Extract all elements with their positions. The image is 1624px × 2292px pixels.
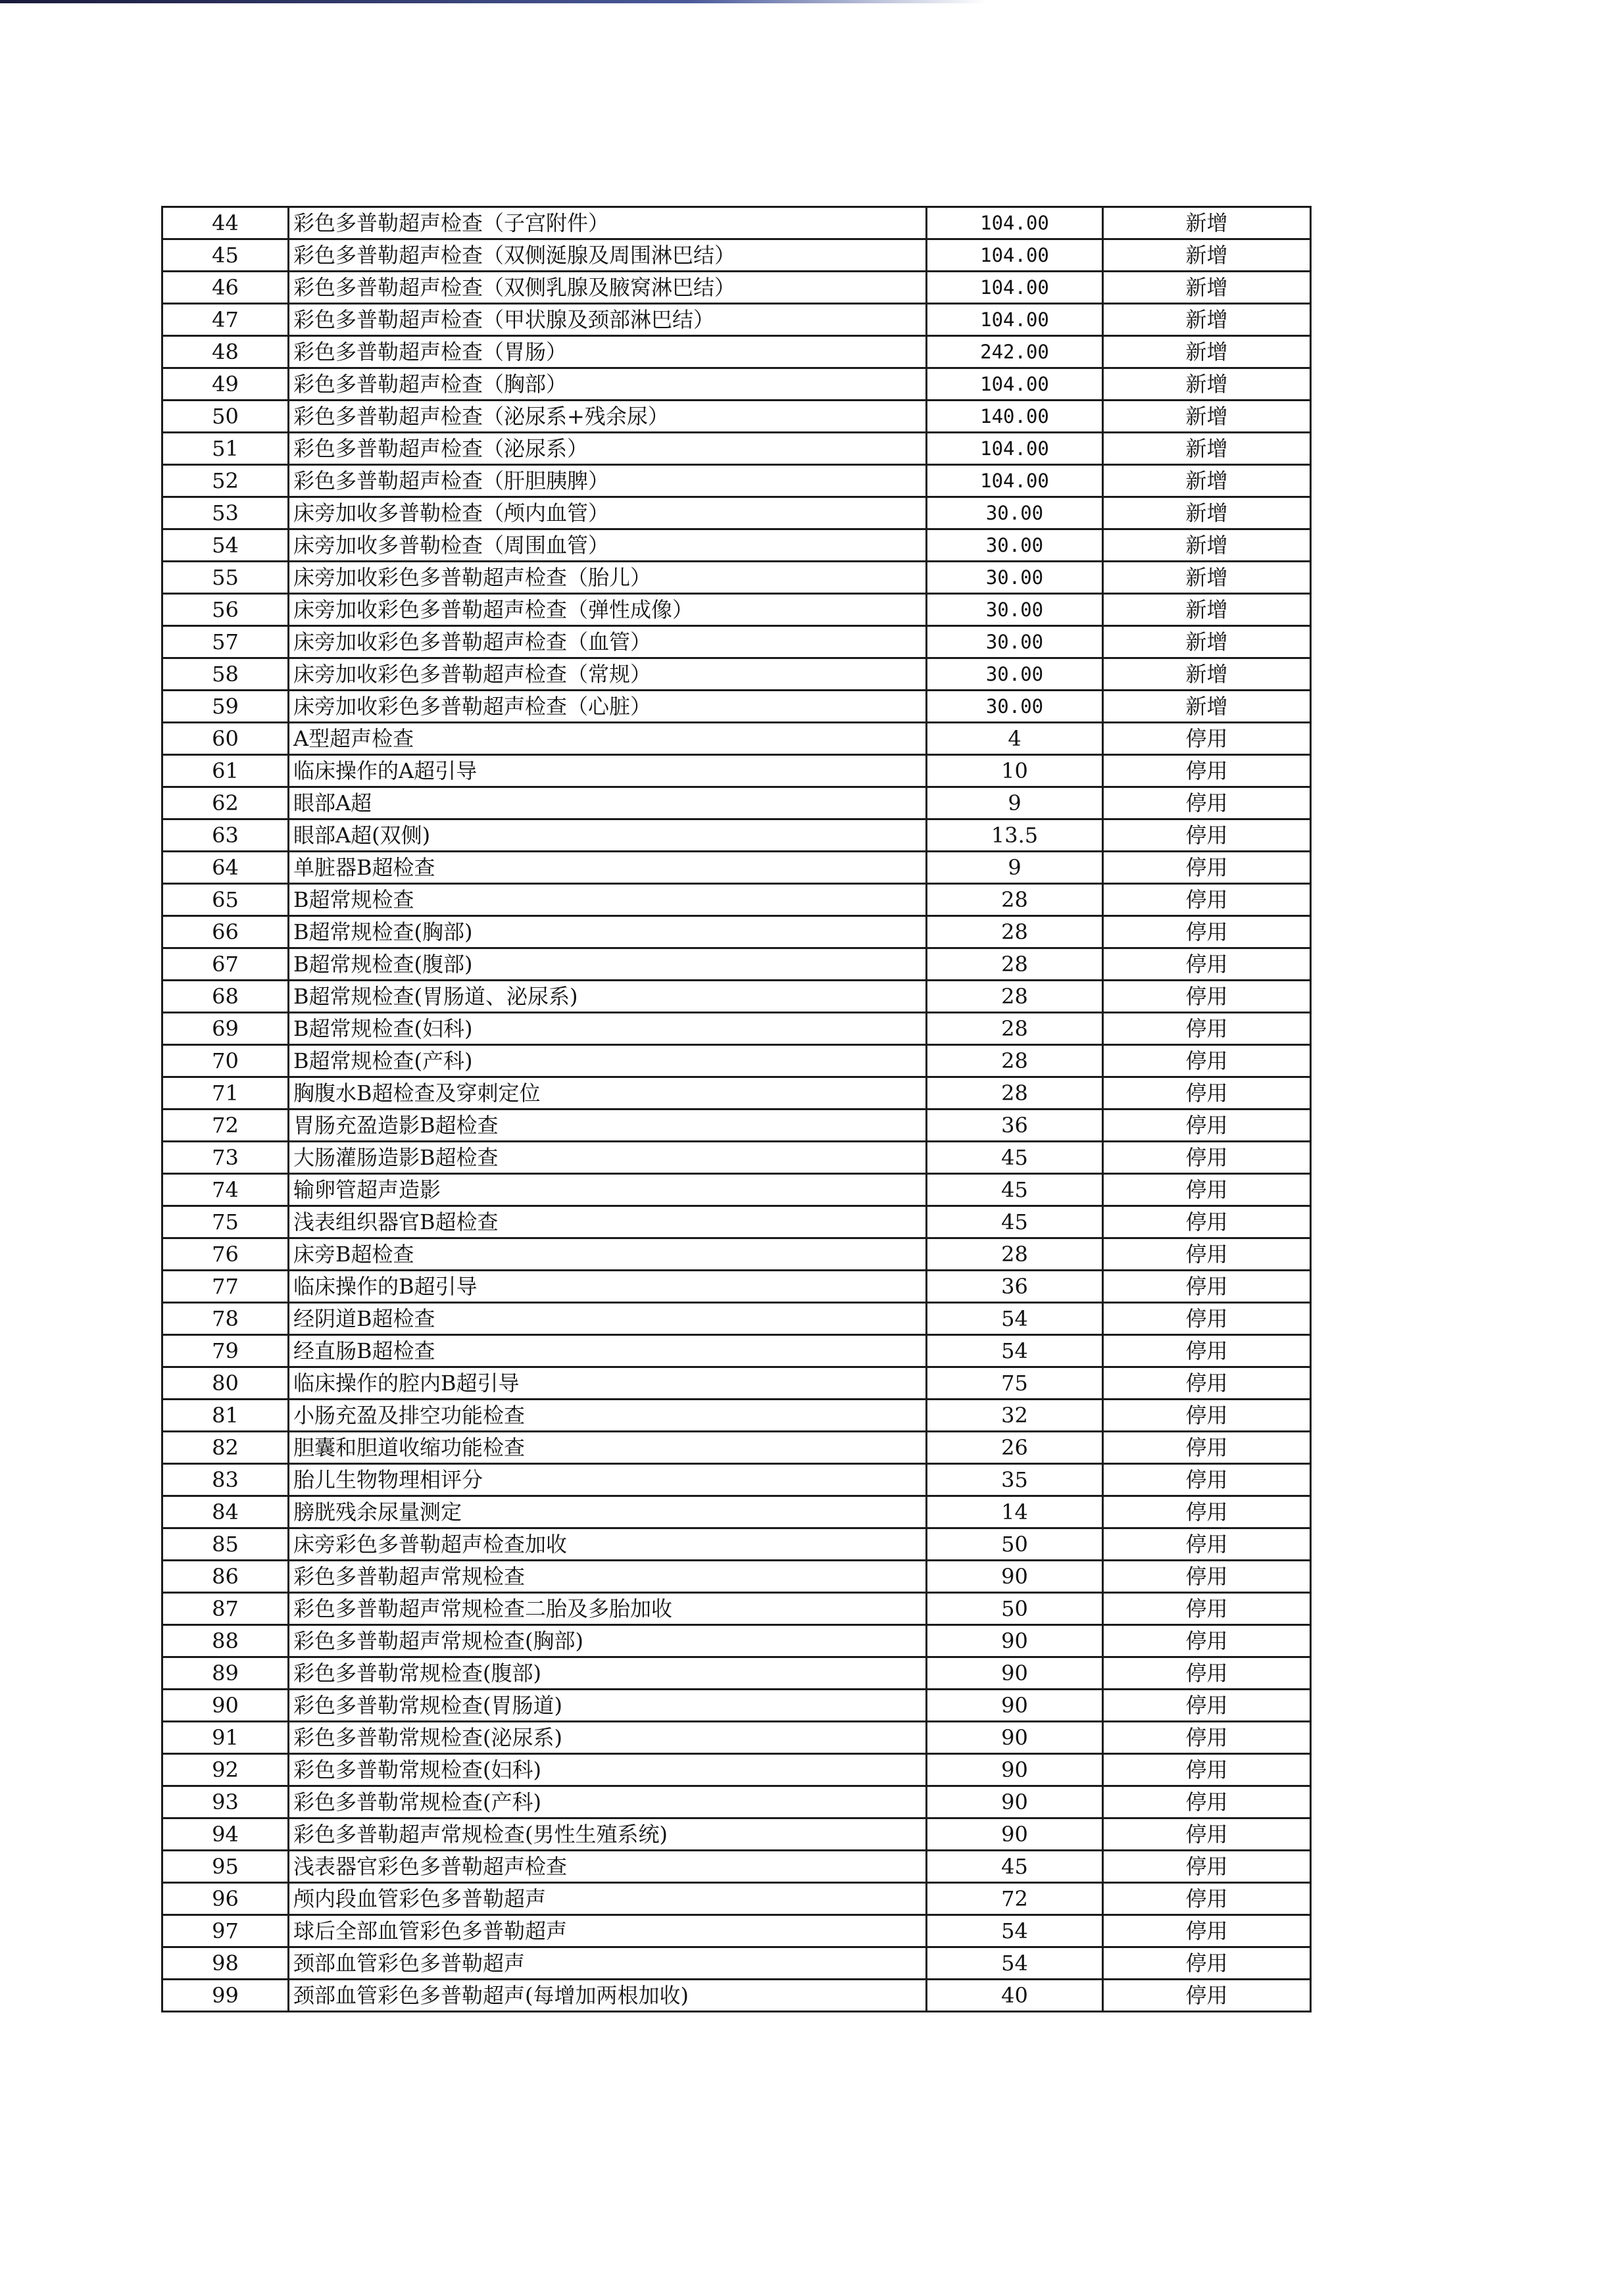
item-price-cell: 54 (927, 1335, 1103, 1367)
item-price-cell: 9 (927, 852, 1103, 884)
item-number-cell: 47 (162, 304, 289, 336)
item-name-cell: 颅内段血管彩色多普勒超声 (289, 1883, 927, 1915)
item-price-cell: 28 (927, 981, 1103, 1013)
item-status-cell: 新增 (1103, 465, 1311, 497)
item-price-cell: 30.00 (927, 691, 1103, 723)
item-price-cell: 104.00 (927, 272, 1103, 304)
table-row (162, 368, 1311, 401)
item-status-cell: 新增 (1103, 562, 1311, 594)
item-number-cell: 90 (162, 1690, 289, 1722)
item-number-cell: 54 (162, 529, 289, 562)
item-number-cell: 72 (162, 1109, 289, 1142)
item-status-cell: 新增 (1103, 304, 1311, 336)
table-row (162, 594, 1311, 626)
item-number-cell: 88 (162, 1625, 289, 1657)
item-price-cell: 242.00 (927, 336, 1103, 368)
table-row (162, 1786, 1311, 1818)
table-row (162, 1335, 1311, 1367)
table-row (162, 981, 1311, 1013)
item-status-cell: 停用 (1103, 1238, 1311, 1271)
item-name-cell: 床旁加收彩色多普勒超声检查（常规） (289, 658, 927, 691)
table-row (162, 529, 1311, 562)
item-number-cell: 73 (162, 1142, 289, 1174)
item-price-cell: 30.00 (927, 658, 1103, 691)
item-status-cell: 停用 (1103, 1915, 1311, 1947)
table-row (162, 819, 1311, 852)
item-name-cell: B超常规检查(产科) (289, 1045, 927, 1077)
item-status-cell: 停用 (1103, 1754, 1311, 1786)
item-name-cell: 眼部A超(双侧) (289, 819, 927, 852)
item-name-cell: 彩色多普勒超声检查（胃肠） (289, 336, 927, 368)
item-number-cell: 55 (162, 562, 289, 594)
item-number-cell: 94 (162, 1818, 289, 1851)
table-row (162, 1271, 1311, 1303)
item-number-cell: 63 (162, 819, 289, 852)
table-row (162, 1464, 1311, 1496)
item-status-cell: 停用 (1103, 1303, 1311, 1335)
item-price-cell: 104.00 (927, 207, 1103, 239)
item-name-cell: 临床操作的B超引导 (289, 1271, 927, 1303)
item-price-cell: 54 (927, 1303, 1103, 1335)
item-name-cell: 小肠充盈及排空功能检查 (289, 1400, 927, 1432)
item-status-cell: 停用 (1103, 884, 1311, 916)
item-status-cell: 停用 (1103, 1206, 1311, 1238)
item-price-cell: 36 (927, 1109, 1103, 1142)
item-number-cell: 82 (162, 1432, 289, 1464)
item-status-cell: 停用 (1103, 1690, 1311, 1722)
item-name-cell: 彩色多普勒超声检查（胸部） (289, 368, 927, 401)
item-number-cell: 65 (162, 884, 289, 916)
item-status-cell: 停用 (1103, 916, 1311, 948)
item-number-cell: 84 (162, 1496, 289, 1528)
table-row (162, 1109, 1311, 1142)
item-number-cell: 58 (162, 658, 289, 691)
item-price-cell: 28 (927, 1013, 1103, 1045)
table-row (162, 1625, 1311, 1657)
item-price-cell: 104.00 (927, 239, 1103, 272)
item-number-cell: 99 (162, 1980, 289, 2012)
table-row (162, 272, 1311, 304)
item-price-cell: 9 (927, 787, 1103, 819)
table-row (162, 1818, 1311, 1851)
item-name-cell: 床旁加收彩色多普勒超声检查（胎儿） (289, 562, 927, 594)
table-row (162, 1593, 1311, 1625)
item-price-cell: 13.5 (927, 819, 1103, 852)
table-row (162, 497, 1311, 529)
table-row (162, 304, 1311, 336)
item-price-cell: 40 (927, 1980, 1103, 2012)
item-name-cell: 床旁加收多普勒检查（周围血管） (289, 529, 927, 562)
item-name-cell: 床旁彩色多普勒超声检查加收 (289, 1528, 927, 1561)
table-row (162, 852, 1311, 884)
item-name-cell: 床旁加收多普勒检查（颅内血管） (289, 497, 927, 529)
table-row (162, 1561, 1311, 1593)
item-name-cell: B超常规检查(胃肠道、泌尿系) (289, 981, 927, 1013)
item-number-cell: 80 (162, 1367, 289, 1400)
item-price-cell: 54 (927, 1915, 1103, 1947)
item-price-cell: 26 (927, 1432, 1103, 1464)
table-row (162, 1400, 1311, 1432)
item-number-cell: 89 (162, 1657, 289, 1690)
item-status-cell: 停用 (1103, 1496, 1311, 1528)
item-price-cell: 30.00 (927, 497, 1103, 529)
item-price-cell: 45 (927, 1851, 1103, 1883)
item-status-cell: 停用 (1103, 723, 1311, 755)
item-name-cell: 床旁加收彩色多普勒超声检查（弹性成像） (289, 594, 927, 626)
table-row (162, 433, 1311, 465)
item-number-cell: 97 (162, 1915, 289, 1947)
item-number-cell: 91 (162, 1722, 289, 1754)
item-number-cell: 49 (162, 368, 289, 401)
item-status-cell: 新增 (1103, 497, 1311, 529)
item-status-cell: 停用 (1103, 981, 1311, 1013)
item-price-cell: 140.00 (927, 401, 1103, 433)
table-row (162, 1947, 1311, 1980)
item-name-cell: 颈部血管彩色多普勒超声 (289, 1947, 927, 1980)
item-status-cell: 停用 (1103, 1980, 1311, 2012)
item-status-cell: 停用 (1103, 1400, 1311, 1432)
item-status-cell: 新增 (1103, 368, 1311, 401)
item-number-cell: 69 (162, 1013, 289, 1045)
item-number-cell: 46 (162, 272, 289, 304)
item-number-cell: 96 (162, 1883, 289, 1915)
item-number-cell: 50 (162, 401, 289, 433)
item-number-cell: 77 (162, 1271, 289, 1303)
item-number-cell: 83 (162, 1464, 289, 1496)
item-status-cell: 新增 (1103, 239, 1311, 272)
table-row (162, 723, 1311, 755)
table-row (162, 1238, 1311, 1271)
table-row (162, 1303, 1311, 1335)
item-price-cell: 28 (927, 884, 1103, 916)
item-number-cell: 60 (162, 723, 289, 755)
item-status-cell: 停用 (1103, 1271, 1311, 1303)
item-name-cell: 彩色多普勒超声检查（甲状腺及颈部淋巴结） (289, 304, 927, 336)
item-status-cell: 停用 (1103, 1657, 1311, 1690)
item-status-cell: 停用 (1103, 1947, 1311, 1980)
item-status-cell: 停用 (1103, 787, 1311, 819)
item-price-cell: 90 (927, 1754, 1103, 1786)
item-status-cell: 新增 (1103, 658, 1311, 691)
item-price-cell: 54 (927, 1947, 1103, 1980)
item-name-cell: 彩色多普勒超声检查（双侧乳腺及腋窝淋巴结） (289, 272, 927, 304)
item-number-cell: 48 (162, 336, 289, 368)
table-row (162, 239, 1311, 272)
table-row (162, 1980, 1311, 2012)
item-number-cell: 93 (162, 1786, 289, 1818)
item-status-cell: 停用 (1103, 1174, 1311, 1206)
item-name-cell: 床旁B超检查 (289, 1238, 927, 1271)
table-row (162, 1851, 1311, 1883)
item-status-cell: 新增 (1103, 207, 1311, 239)
item-number-cell: 66 (162, 916, 289, 948)
item-status-cell: 停用 (1103, 1818, 1311, 1851)
item-name-cell: 彩色多普勒常规检查(腹部) (289, 1657, 927, 1690)
item-name-cell: 彩色多普勒超声常规检查 (289, 1561, 927, 1593)
item-number-cell: 52 (162, 465, 289, 497)
table-row (162, 1496, 1311, 1528)
item-price-cell: 104.00 (927, 433, 1103, 465)
item-price-cell: 30.00 (927, 562, 1103, 594)
item-number-cell: 53 (162, 497, 289, 529)
item-price-cell: 4 (927, 723, 1103, 755)
item-name-cell: 彩色多普勒常规检查(妇科) (289, 1754, 927, 1786)
item-name-cell: 床旁加收彩色多普勒超声检查（血管） (289, 626, 927, 658)
item-status-cell: 停用 (1103, 1013, 1311, 1045)
item-price-cell: 28 (927, 1077, 1103, 1109)
item-price-cell: 104.00 (927, 304, 1103, 336)
item-name-cell: 临床操作的腔内B超引导 (289, 1367, 927, 1400)
table-row (162, 948, 1311, 981)
item-status-cell: 新增 (1103, 272, 1311, 304)
item-number-cell: 79 (162, 1335, 289, 1367)
item-name-cell: A型超声检查 (289, 723, 927, 755)
item-status-cell: 停用 (1103, 1045, 1311, 1077)
item-price-cell: 90 (927, 1657, 1103, 1690)
item-name-cell: 彩色多普勒常规检查(胃肠道) (289, 1690, 927, 1722)
item-name-cell: 彩色多普勒超声常规检查(男性生殖系统) (289, 1818, 927, 1851)
item-status-cell: 停用 (1103, 1722, 1311, 1754)
item-price-cell: 50 (927, 1593, 1103, 1625)
item-status-cell: 停用 (1103, 1109, 1311, 1142)
table-row (162, 401, 1311, 433)
item-name-cell: 彩色多普勒超声检查（双侧涎腺及周围淋巴结） (289, 239, 927, 272)
item-number-cell: 71 (162, 1077, 289, 1109)
item-number-cell: 98 (162, 1947, 289, 1980)
item-price-cell: 90 (927, 1786, 1103, 1818)
item-number-cell: 74 (162, 1174, 289, 1206)
item-status-cell: 新增 (1103, 336, 1311, 368)
item-name-cell: 单脏器B超检查 (289, 852, 927, 884)
item-price-cell: 50 (927, 1528, 1103, 1561)
item-number-cell: 87 (162, 1593, 289, 1625)
table-row (162, 1915, 1311, 1947)
table-body (162, 207, 1311, 2012)
item-status-cell: 停用 (1103, 1464, 1311, 1496)
item-number-cell: 51 (162, 433, 289, 465)
item-name-cell: 胆囊和胆道收缩功能检查 (289, 1432, 927, 1464)
item-name-cell: 膀胱残余尿量测定 (289, 1496, 927, 1528)
document-page (161, 206, 1310, 2012)
item-status-cell: 新增 (1103, 691, 1311, 723)
item-status-cell: 停用 (1103, 852, 1311, 884)
item-name-cell: B超常规检查(妇科) (289, 1013, 927, 1045)
item-price-cell: 75 (927, 1367, 1103, 1400)
item-status-cell: 停用 (1103, 755, 1311, 787)
item-status-cell: 停用 (1103, 1142, 1311, 1174)
item-price-cell: 35 (927, 1464, 1103, 1496)
table-row (162, 626, 1311, 658)
item-number-cell: 68 (162, 981, 289, 1013)
item-name-cell: 胸腹水B超检查及穿刺定位 (289, 1077, 927, 1109)
table-row (162, 336, 1311, 368)
item-status-cell: 停用 (1103, 1593, 1311, 1625)
item-status-cell: 停用 (1103, 1528, 1311, 1561)
table-row (162, 787, 1311, 819)
item-name-cell: 经阴道B超检查 (289, 1303, 927, 1335)
item-name-cell: 胃肠充盈造影B超检查 (289, 1109, 927, 1142)
item-status-cell: 新增 (1103, 626, 1311, 658)
item-name-cell: 彩色多普勒超声常规检查二胎及多胎加收 (289, 1593, 927, 1625)
item-status-cell: 停用 (1103, 1851, 1311, 1883)
item-status-cell: 停用 (1103, 1625, 1311, 1657)
table-row (162, 1690, 1311, 1722)
table-row (162, 1206, 1311, 1238)
item-name-cell: 浅表组织器官B超检查 (289, 1206, 927, 1238)
item-price-cell: 28 (927, 948, 1103, 981)
item-number-cell: 85 (162, 1528, 289, 1561)
item-number-cell: 81 (162, 1400, 289, 1432)
item-status-cell: 停用 (1103, 819, 1311, 852)
item-number-cell: 57 (162, 626, 289, 658)
item-status-cell: 新增 (1103, 401, 1311, 433)
item-status-cell: 停用 (1103, 1883, 1311, 1915)
table-row (162, 1432, 1311, 1464)
item-price-cell: 28 (927, 1238, 1103, 1271)
item-number-cell: 70 (162, 1045, 289, 1077)
table-row (162, 755, 1311, 787)
item-number-cell: 86 (162, 1561, 289, 1593)
item-name-cell: 胎儿生物物理相评分 (289, 1464, 927, 1496)
item-number-cell: 44 (162, 207, 289, 239)
item-number-cell: 76 (162, 1238, 289, 1271)
item-price-cell: 45 (927, 1206, 1103, 1238)
item-name-cell: B超常规检查 (289, 884, 927, 916)
table-row (162, 1045, 1311, 1077)
table-row (162, 1883, 1311, 1915)
item-number-cell: 62 (162, 787, 289, 819)
item-name-cell: B超常规检查(胸部) (289, 916, 927, 948)
table-row (162, 1528, 1311, 1561)
item-status-cell: 停用 (1103, 1077, 1311, 1109)
fee-item-table (161, 206, 1312, 2012)
item-name-cell: 床旁加收彩色多普勒超声检查（心脏） (289, 691, 927, 723)
item-price-cell: 90 (927, 1690, 1103, 1722)
item-price-cell: 28 (927, 916, 1103, 948)
item-name-cell: 经直肠B超检查 (289, 1335, 927, 1367)
item-status-cell: 停用 (1103, 948, 1311, 981)
item-price-cell: 72 (927, 1883, 1103, 1915)
item-name-cell: 彩色多普勒常规检查(泌尿系) (289, 1722, 927, 1754)
item-name-cell: 彩色多普勒常规检查(产科) (289, 1786, 927, 1818)
table-row (162, 207, 1311, 239)
item-name-cell: 彩色多普勒超声检查（泌尿系+残余尿） (289, 401, 927, 433)
item-price-cell: 28 (927, 1045, 1103, 1077)
table-row (162, 916, 1311, 948)
table-row (162, 691, 1311, 723)
item-number-cell: 75 (162, 1206, 289, 1238)
item-price-cell: 32 (927, 1400, 1103, 1432)
item-price-cell: 90 (927, 1561, 1103, 1593)
item-price-cell: 14 (927, 1496, 1103, 1528)
table-row (162, 1657, 1311, 1690)
item-price-cell: 36 (927, 1271, 1103, 1303)
item-price-cell: 30.00 (927, 594, 1103, 626)
item-number-cell: 67 (162, 948, 289, 981)
item-name-cell: 彩色多普勒超声检查（子宫附件） (289, 207, 927, 239)
table-row (162, 658, 1311, 691)
item-status-cell: 新增 (1103, 529, 1311, 562)
item-price-cell: 45 (927, 1174, 1103, 1206)
item-status-cell: 停用 (1103, 1561, 1311, 1593)
item-name-cell: 彩色多普勒超声常规检查(胸部) (289, 1625, 927, 1657)
item-number-cell: 78 (162, 1303, 289, 1335)
item-number-cell: 92 (162, 1754, 289, 1786)
table-row (162, 1013, 1311, 1045)
scan-edge-artifact (0, 0, 987, 3)
item-name-cell: B超常规检查(腹部) (289, 948, 927, 981)
item-price-cell: 90 (927, 1722, 1103, 1754)
item-price-cell: 90 (927, 1625, 1103, 1657)
item-price-cell: 10 (927, 755, 1103, 787)
item-number-cell: 56 (162, 594, 289, 626)
item-number-cell: 95 (162, 1851, 289, 1883)
item-status-cell: 新增 (1103, 594, 1311, 626)
table-row (162, 1174, 1311, 1206)
item-name-cell: 颈部血管彩色多普勒超声(每增加两根加收) (289, 1980, 927, 2012)
item-status-cell: 停用 (1103, 1367, 1311, 1400)
item-name-cell: 彩色多普勒超声检查（肝胆胰脾） (289, 465, 927, 497)
table-row (162, 1754, 1311, 1786)
table-row (162, 562, 1311, 594)
item-price-cell: 104.00 (927, 465, 1103, 497)
item-name-cell: 输卵管超声造影 (289, 1174, 927, 1206)
table-row (162, 884, 1311, 916)
item-price-cell: 30.00 (927, 529, 1103, 562)
table-row (162, 1142, 1311, 1174)
table-row (162, 1077, 1311, 1109)
item-price-cell: 90 (927, 1818, 1103, 1851)
table-row (162, 1722, 1311, 1754)
item-price-cell: 30.00 (927, 626, 1103, 658)
item-price-cell: 104.00 (927, 368, 1103, 401)
item-status-cell: 新增 (1103, 433, 1311, 465)
item-name-cell: 眼部A超 (289, 787, 927, 819)
item-number-cell: 61 (162, 755, 289, 787)
item-name-cell: 彩色多普勒超声检查（泌尿系） (289, 433, 927, 465)
item-name-cell: 临床操作的A超引导 (289, 755, 927, 787)
item-status-cell: 停用 (1103, 1432, 1311, 1464)
table-row (162, 1367, 1311, 1400)
item-number-cell: 45 (162, 239, 289, 272)
item-name-cell: 大肠灌肠造影B超检查 (289, 1142, 927, 1174)
item-number-cell: 64 (162, 852, 289, 884)
item-status-cell: 停用 (1103, 1786, 1311, 1818)
item-number-cell: 59 (162, 691, 289, 723)
item-name-cell: 球后全部血管彩色多普勒超声 (289, 1915, 927, 1947)
item-name-cell: 浅表器官彩色多普勒超声检查 (289, 1851, 927, 1883)
item-status-cell: 停用 (1103, 1335, 1311, 1367)
item-price-cell: 45 (927, 1142, 1103, 1174)
table-row (162, 465, 1311, 497)
